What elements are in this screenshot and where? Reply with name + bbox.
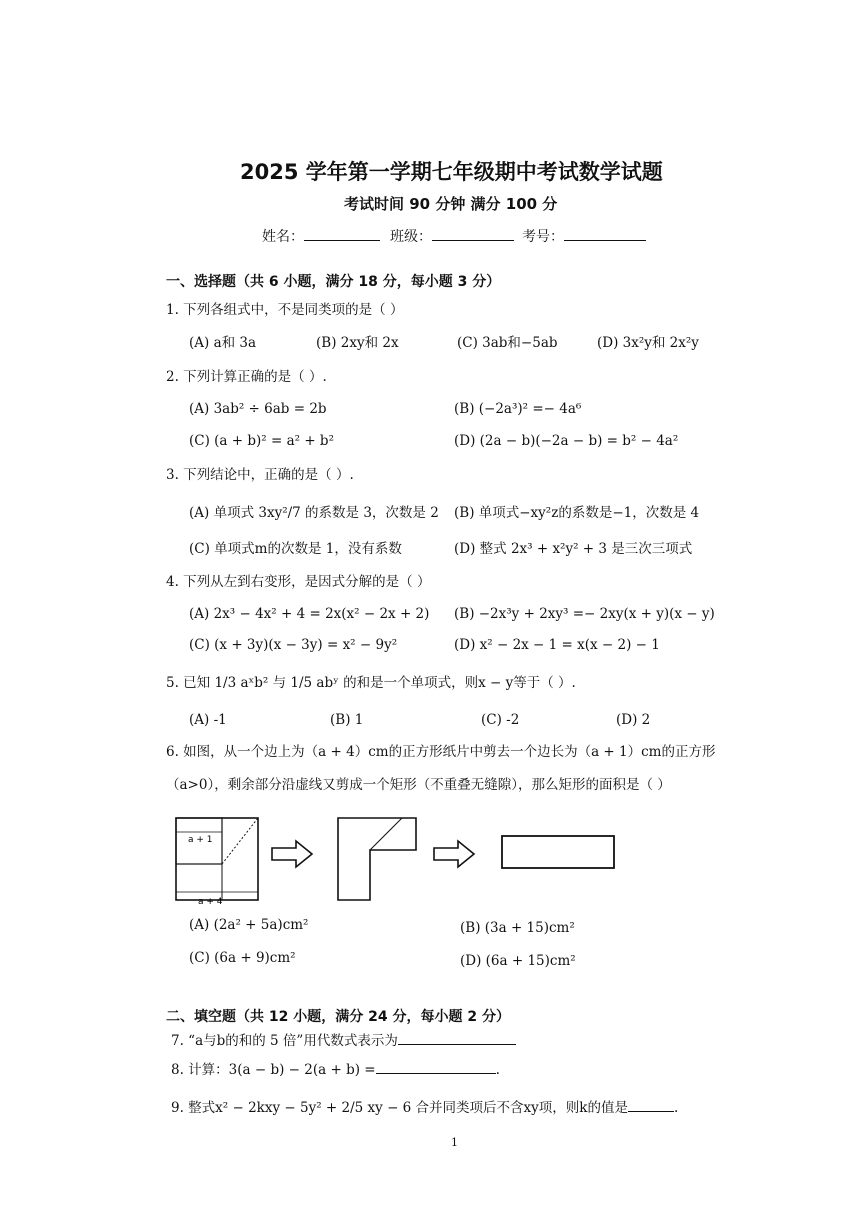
exam-title: 2025 学年第一学期七年级期中考试数学试题 xyxy=(240,160,663,184)
q3-option-d: (D) 整式 2x³ + x²y² + 3 是三次三项式 xyxy=(454,541,693,557)
section-choice-heading: 一、选择题（共 6 小题，满分 18 分，每小题 3 分） xyxy=(166,274,501,290)
q6-option-d: (D) (6a + 15)cm² xyxy=(460,953,576,969)
question-7-blank xyxy=(398,1030,516,1045)
question-7-stem: 7. “a与b的和的 5 倍”用代数式表示为 xyxy=(171,1033,398,1049)
q1-option-c: (C) 3ab和−5ab xyxy=(457,335,558,351)
q6-rectangle xyxy=(502,836,614,868)
q6-outer-label: a + 4 xyxy=(198,897,223,907)
class-blank xyxy=(432,226,514,241)
exam-id-field xyxy=(522,226,646,245)
q6-option-a: (A) (2a² + 5a)cm² xyxy=(189,917,309,933)
q5-option-d: (D) 2 xyxy=(616,712,651,728)
section-fill-heading: 二、填空题（共 12 小题，满分 24 分，每小题 2 分） xyxy=(166,1009,510,1025)
q4-option-d: (D) x² − 2x − 1 = x(x − 2) − 1 xyxy=(454,637,660,653)
question-7 xyxy=(171,1030,516,1050)
q6-square-diagram xyxy=(176,818,258,907)
q3-option-a: (A) 单项式 3xy²/7 的系数是 3，次数是 2 xyxy=(189,505,439,521)
q6-option-c: (C) (6a + 9)cm² xyxy=(189,950,296,966)
page-number: 1 xyxy=(451,1136,458,1149)
question-8-stem: 8. 计算：3(a − b) − 2(a + b) = xyxy=(171,1062,376,1078)
q4-option-b: (B) −2x³y + 2xy³ =− 2xy(x + y)(x − y) xyxy=(454,606,715,622)
q4-option-c: (C) (x + 3y)(x − 3y) = x² − 9y² xyxy=(189,637,398,653)
class-field xyxy=(390,226,514,245)
q6-figure xyxy=(170,812,630,912)
q5-option-a: (A) -1 xyxy=(189,712,227,728)
question-8-blank xyxy=(376,1059,496,1074)
q6-arrow-1-icon xyxy=(272,841,312,867)
name-field xyxy=(262,226,380,245)
question-5-stem: 5. 已知 1/3 aˣb² 与 1/5 abʸ 的和是一个单项式，则x − y等于（ ）. xyxy=(166,675,576,691)
q1-option-b: (B) 2xy和 2x xyxy=(316,335,399,351)
q5-option-b: (B) 1 xyxy=(330,712,364,728)
q2-option-c: (C) (a + b)² = a² + b² xyxy=(189,433,334,449)
question-3-stem: 3. 下列结论中，正确的是（ ）. xyxy=(166,467,354,483)
q6-arrow-2-icon xyxy=(434,841,474,867)
q2-option-b: (B) (−2a³)² =− 4a⁶ xyxy=(454,401,582,417)
q6-option-b: (B) (3a + 15)cm² xyxy=(460,920,575,936)
q2-option-d: (D) (2a − b)(−2a − b) = b² − 4a² xyxy=(454,433,679,449)
q1-option-d: (D) 3x²y和 2x²y xyxy=(597,335,699,351)
q6-inner-label: a + 1 xyxy=(188,835,213,845)
question-9: 9. 整式x² − 2kxy − 5y² + 2/5 xy − 6 合并同类项后不含xy项，则k的值是 . xyxy=(171,1097,678,1117)
q3-option-c: (C) 单项式m的次数是 1，没有系数 xyxy=(189,541,402,557)
exam-subtitle: 考试时间 90 分钟 满分 100 分 xyxy=(344,195,558,213)
question-8: 8. 计算：3(a − b) − 2(a + b) = . xyxy=(171,1059,500,1079)
q3-option-b: (B) 单项式−xy²z的系数是−1，次数是 4 xyxy=(454,505,700,521)
name-blank xyxy=(304,226,380,241)
name-label: 姓名： xyxy=(262,229,304,245)
question-4-stem: 4. 下列从左到右变形，是因式分解的是（ ） xyxy=(166,574,431,590)
exam-id-blank xyxy=(564,226,646,241)
question-6-stem-line1: 6. 如图，从一个边上为（a + 4）cm的正方形纸片中剪去一个边长为（a + 1）cm的正方形 xyxy=(166,744,716,760)
q1-option-a: (A) a和 3a xyxy=(189,335,257,351)
question-2-stem: 2. 下列计算正确的是（ ）. xyxy=(166,369,327,385)
question-1-stem: 1. 下列各组式中，不是同类项的是（ ） xyxy=(166,302,404,318)
question-6-stem-line2: （a>0），剩余部分沿虚线又剪成一个矩形（不重叠无缝隙），那么矩形的面积是（ ） xyxy=(166,777,671,793)
class-label: 班级： xyxy=(390,229,432,245)
question-9-stem: 9. 整式x² − 2kxy − 5y² + 2/5 xy − 6 合并同类项后不含xy项，则k的值是 xyxy=(171,1100,628,1116)
q4-option-a: (A) 2x³ − 4x² + 4 = 2x(x² − 2x + 2) xyxy=(189,606,430,622)
q5-option-c: (C) -2 xyxy=(481,712,520,728)
q2-option-a: (A) 3ab² ÷ 6ab = 2b xyxy=(189,401,327,417)
exam-id-label: 考号： xyxy=(522,229,564,245)
question-9-blank xyxy=(628,1097,674,1112)
q6-l-shape xyxy=(338,818,416,900)
